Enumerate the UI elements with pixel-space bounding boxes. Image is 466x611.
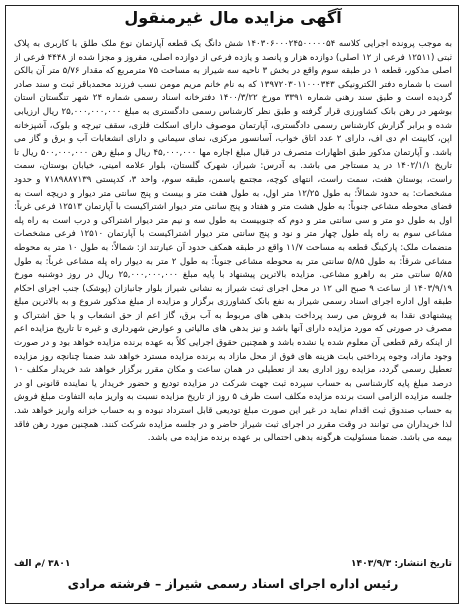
publication-date: تاریخ انتشار: ۱۴۰۳/۹/۳: [350, 558, 452, 569]
notice-code: ۳۸۰۱ /م الف: [14, 558, 71, 569]
signature-line: رئیس اداره اجرای اسناد رسمی شیراز – فرشته مرادی: [67, 576, 399, 591]
notice-body: [14, 38, 452, 558]
publication-row: [14, 558, 452, 572]
notice-title: آگهی مزایده مال غیرمنقول: [124, 8, 342, 27]
notice-body-text: به موجب پرونده اجرایی کلاسه ۱۴۰۳۰۶۰۰۰۲۴۵۰۰۰۰۰۵۴ شش دانگ یک قطعه آپارتمان نوع ملک طلق با کاربری به پلاک ثبتی (۱۲۵۱۱ فرعی از ۱۲ اصلی) دوازده هزار و پانصد و یازده فرعی از دوازده اصلی، مفروز و مجزا شده از ۴۴۴۸ فرعی از اصلی مذکور، قطعه ۱ در طبقه سوم واقع در بخش ۳ ناحیه سه شیراز به مساحت ۷۵ مترمربع که مقدار ۵/۷۶ متر آن بالکن است با شماره دفتر الکترونیکی ۱۳۹۷۲۰۳۰۱۱۰۰۰۳۴۳ که به نام خانم مریم مومن نسب فرزند محمدباقر ثبت و سند صادر گردیده است و طبق سند رهنی شماره ۳۳۹۱ مورخ ۱۴۰۰/۳/۲۲ دفترخانه اسناد رسمی شماره ۲۴ شهر تنگستان استان بوشهر در رهن بانک کشاورزی قرار گرفته و طبق نظر کارشناس رسمی دادگستری به مبلغ ۲۵,۰۰۰,۰۰۰,۰۰۰ ریال ارزیابی شده و برابر گزارش کارشناس رسمی دادگستری، آپارتمان موصوف دارای اسکلت فلزی، سقف تیرچه و بلوک، آشپزخانه اپن، کابینت ام دی اف، دارای ۲ عدد اتاق خواب، آسانسور مرکزی، نمای سیمانی و دارای انشعابات آب و برق و گاز می باشد. و آپارتمان مذکور طبق اظهارات متصرف در قبال مبلغ اجاره مها ۴۵,۰۰۰,۰۰۰ ریال و مبلغ رهن ۵۰۰,۰۰۰,۰۰۰ ریال تا تاریخ ۱۴۰۲/۱/۱ در ید مستاجر می باشد. به آدرس: شیراز، شهرک گلستان، بلوار علامه امینی، خیابان بوستان، سمت راست، بوستان هفت، سمت راست، انتهای کوچه، مجتمع یاسمن، طبقه سوم، واحد ۳، کدپستی ۷۱۸۹۸۸۷۱۳۹ و حدود مشخصات: به حدود شمالاً: به طول ۱۲/۲۵ متر اول، به طول هفت متر و بیست و پنج سانتی متر دیوار و دریچه است به فضای محوطه مشاعی جنوباً: به طول هشت متر و هفتاد و پنج سانتی متر دیوار اشتراکیست با آپارتمان ۱۲۵۱۳ فرعی غرباً: اول به طول دو متر و سی سانتی متر و دوم که جنوبیست به طول سه و نیم متر دیوار اشتراکی و درب است به راه پله مشاعی سوم به راه پله طول چهار متر و نود و پنج سانتی متر دیوار اشتراکیست با آپارتمان ۱۲۵۱۰ فرعی مشخصات منضمات ملک: پارکینگ قطعه به مساحت ۱۱/۷ واقع در طبقه همکف حدود آن عبارتند از: شمالاً: به طول ۱۰ متر به محوطه مشاعی شرقاً: به طول ۵/۸۵ سانتی متر به محوطه مشاعی جنوباً: به طول ۲ متر به دیوار راه پله مشاعی غرباً: به طول ۵/۸۵ سانتی متر به راهرو مشاعی. مزایده بالاترین پیشنهاد با پایه مبلغ ۲۵,۰۰۰,۰۰۰,۰۰۰ ریال در روز دوشنبه مورخ ۱۴۰۳/۹/۱۹ از ساعت ۹ صبح الی ۱۲ در محل اجرای ثبت شیراز به نشانی شیراز بلوار جانبازان (پوشک) جنب اجرای احکام طبقه اول اداره اجرای اسناد رسمی شیراز به نفع بانک کشاورزی برگزار و مزایده از مبلغ مذکور شروع و به بالاترین مبلغ پیشنهادی نقدا به فروش می رسد پرداخت بدهی های مربوط به آب برق، گاز اعم از حق انشعاب و یا حق اشتراک و مصرف در صورتی که مورد مزایده دارای آنها باشد و نیز بدهی های مالیاتی و عوارض شهرداری و غیره تا تاریخ مزایده اعم از اینکه رقم قطعی آن معلوم شده یا نشده باشد و همچنین حقوق اجرایی کلاً به عهده برنده مزایده خواهد بود و در صورت وجود مازاد، وجوه پرداختی بابت هزینه های فوق از محل مازاد به برنده مزایده مسترد خواهد شد ضمنا چنانچه روز مزایده تعطیل رسمی گردد، مزایده روز اداری بعد از تعطیلی در همان ساعت و مکان مقرر برگزار خواهد شد خریدار مکلف ۱۰ درصد مبلغ پایه کارشناسی به حساب سپرده ثبت جهت شرکت در مزایده تودیع و حضور خریدار یا نماینده قانونی او در جلسه مزایده الزامی است برنده مزایده مکلف است ظرف ۵ روز از تاریخ مزایده نسبت به واریز مابه التفاوت مبلغ فروش به حساب صندوق ثبت اقدام نماید در غیر این صورت مبلغ تودیعی قابل استرداد نبوده و به حساب خزانه واریز خواهد شد. لذا خریداران می توانند در وقت مقرر در اجرای ثبت شیراز حاضر و در جلسه مزایده شرکت کنند. همچنین مورد رهن فاقد بیمه می باشد. ضمنا مسئولیت هرگونه بدهی احتمالی بر عهده برنده مزایده می باشد.: [14, 39, 452, 444]
